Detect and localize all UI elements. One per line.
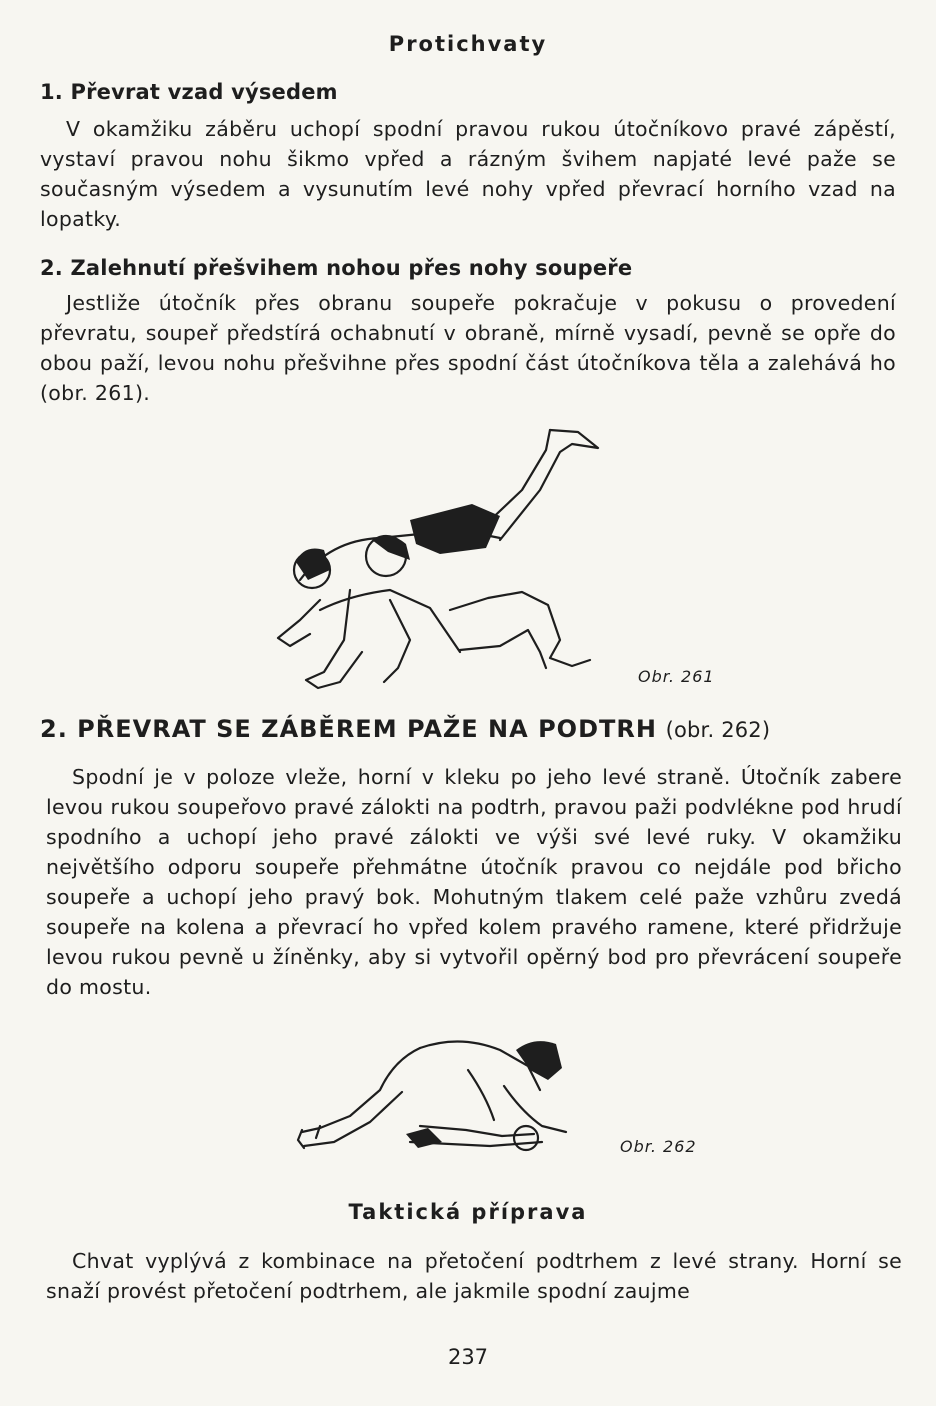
section-1-text: V okamžiku záběru uchopí spodní pravou rukou útočníkovo pravé zápěstí, vystaví pravou nohu šikmo vpřed a rázným švihem napjaté levé paže se současným výsedem a vysunutím levé nohy vpřed převrací horního vzad na lopatky. — [40, 117, 896, 231]
section-2-heading: 2. Zalehnutí přešvihem nohou přes nohy soupeře — [40, 256, 633, 280]
tactical-heading: Taktická příprava — [348, 1200, 588, 1224]
main-section-text: Spodní je v poloze vleže, horní v kleku po jeho levé straně. Útočník zabere levou rukou soupeřovo pravé zálokti na podtrh, pravou paži podvlékne pod hrudí spodního a uchopí jeho pravé zálokti ve výši své levé ruky. V okamžiku největšího odporu soupeře přehmátne útočník pravou co nejdále pod břicho soupeře a uchopí jeho pravý bok. Mohutným tlakem celé paže vzhůru zvedá soupeře na kolena a převrací ho vpřed kolem pravého ramene, které přidržuje levou rukou pevně u žíněnky, aby si vytvořil opěrný bod pro převrácení soupeře do mostu. — [46, 765, 902, 999]
page-title: Protichvaty — [388, 32, 548, 56]
section-2-text: Jestliže útočník přes obranu soupeře pokračuje v pokusu o provedení převratu, soupeř předstírá ochabnutí v obraně, mírně vysadí, pevně se opře do obou paží, levou nohu přešvihne přes spodní část útočníkova těla a zalehává ho (obr. 261). — [40, 291, 896, 405]
main-section-figure-ref: (obr. 262) — [665, 718, 771, 742]
figure-261-caption: Obr. 261 — [638, 667, 715, 686]
figure-262-illustration — [290, 1030, 590, 1155]
figure-261-illustration — [260, 420, 610, 700]
figure-262-caption: Obr. 262 — [620, 1137, 697, 1156]
tactical-text: Chvat vyplývá z kombinace na přetočení podtrhem z levé strany. Horní se snaží provést přetočení podtrhem, ale jakmile spodní zaujme — [46, 1249, 902, 1303]
main-section-heading — [40, 715, 770, 743]
page-number: 237 — [447, 1345, 489, 1369]
section-1-heading: 1. Převrat vzad výsedem — [40, 80, 338, 104]
main-section-title: 2. PŘEVRAT SE ZÁBĚREM PAŽE NA PODTRH — [40, 715, 657, 743]
